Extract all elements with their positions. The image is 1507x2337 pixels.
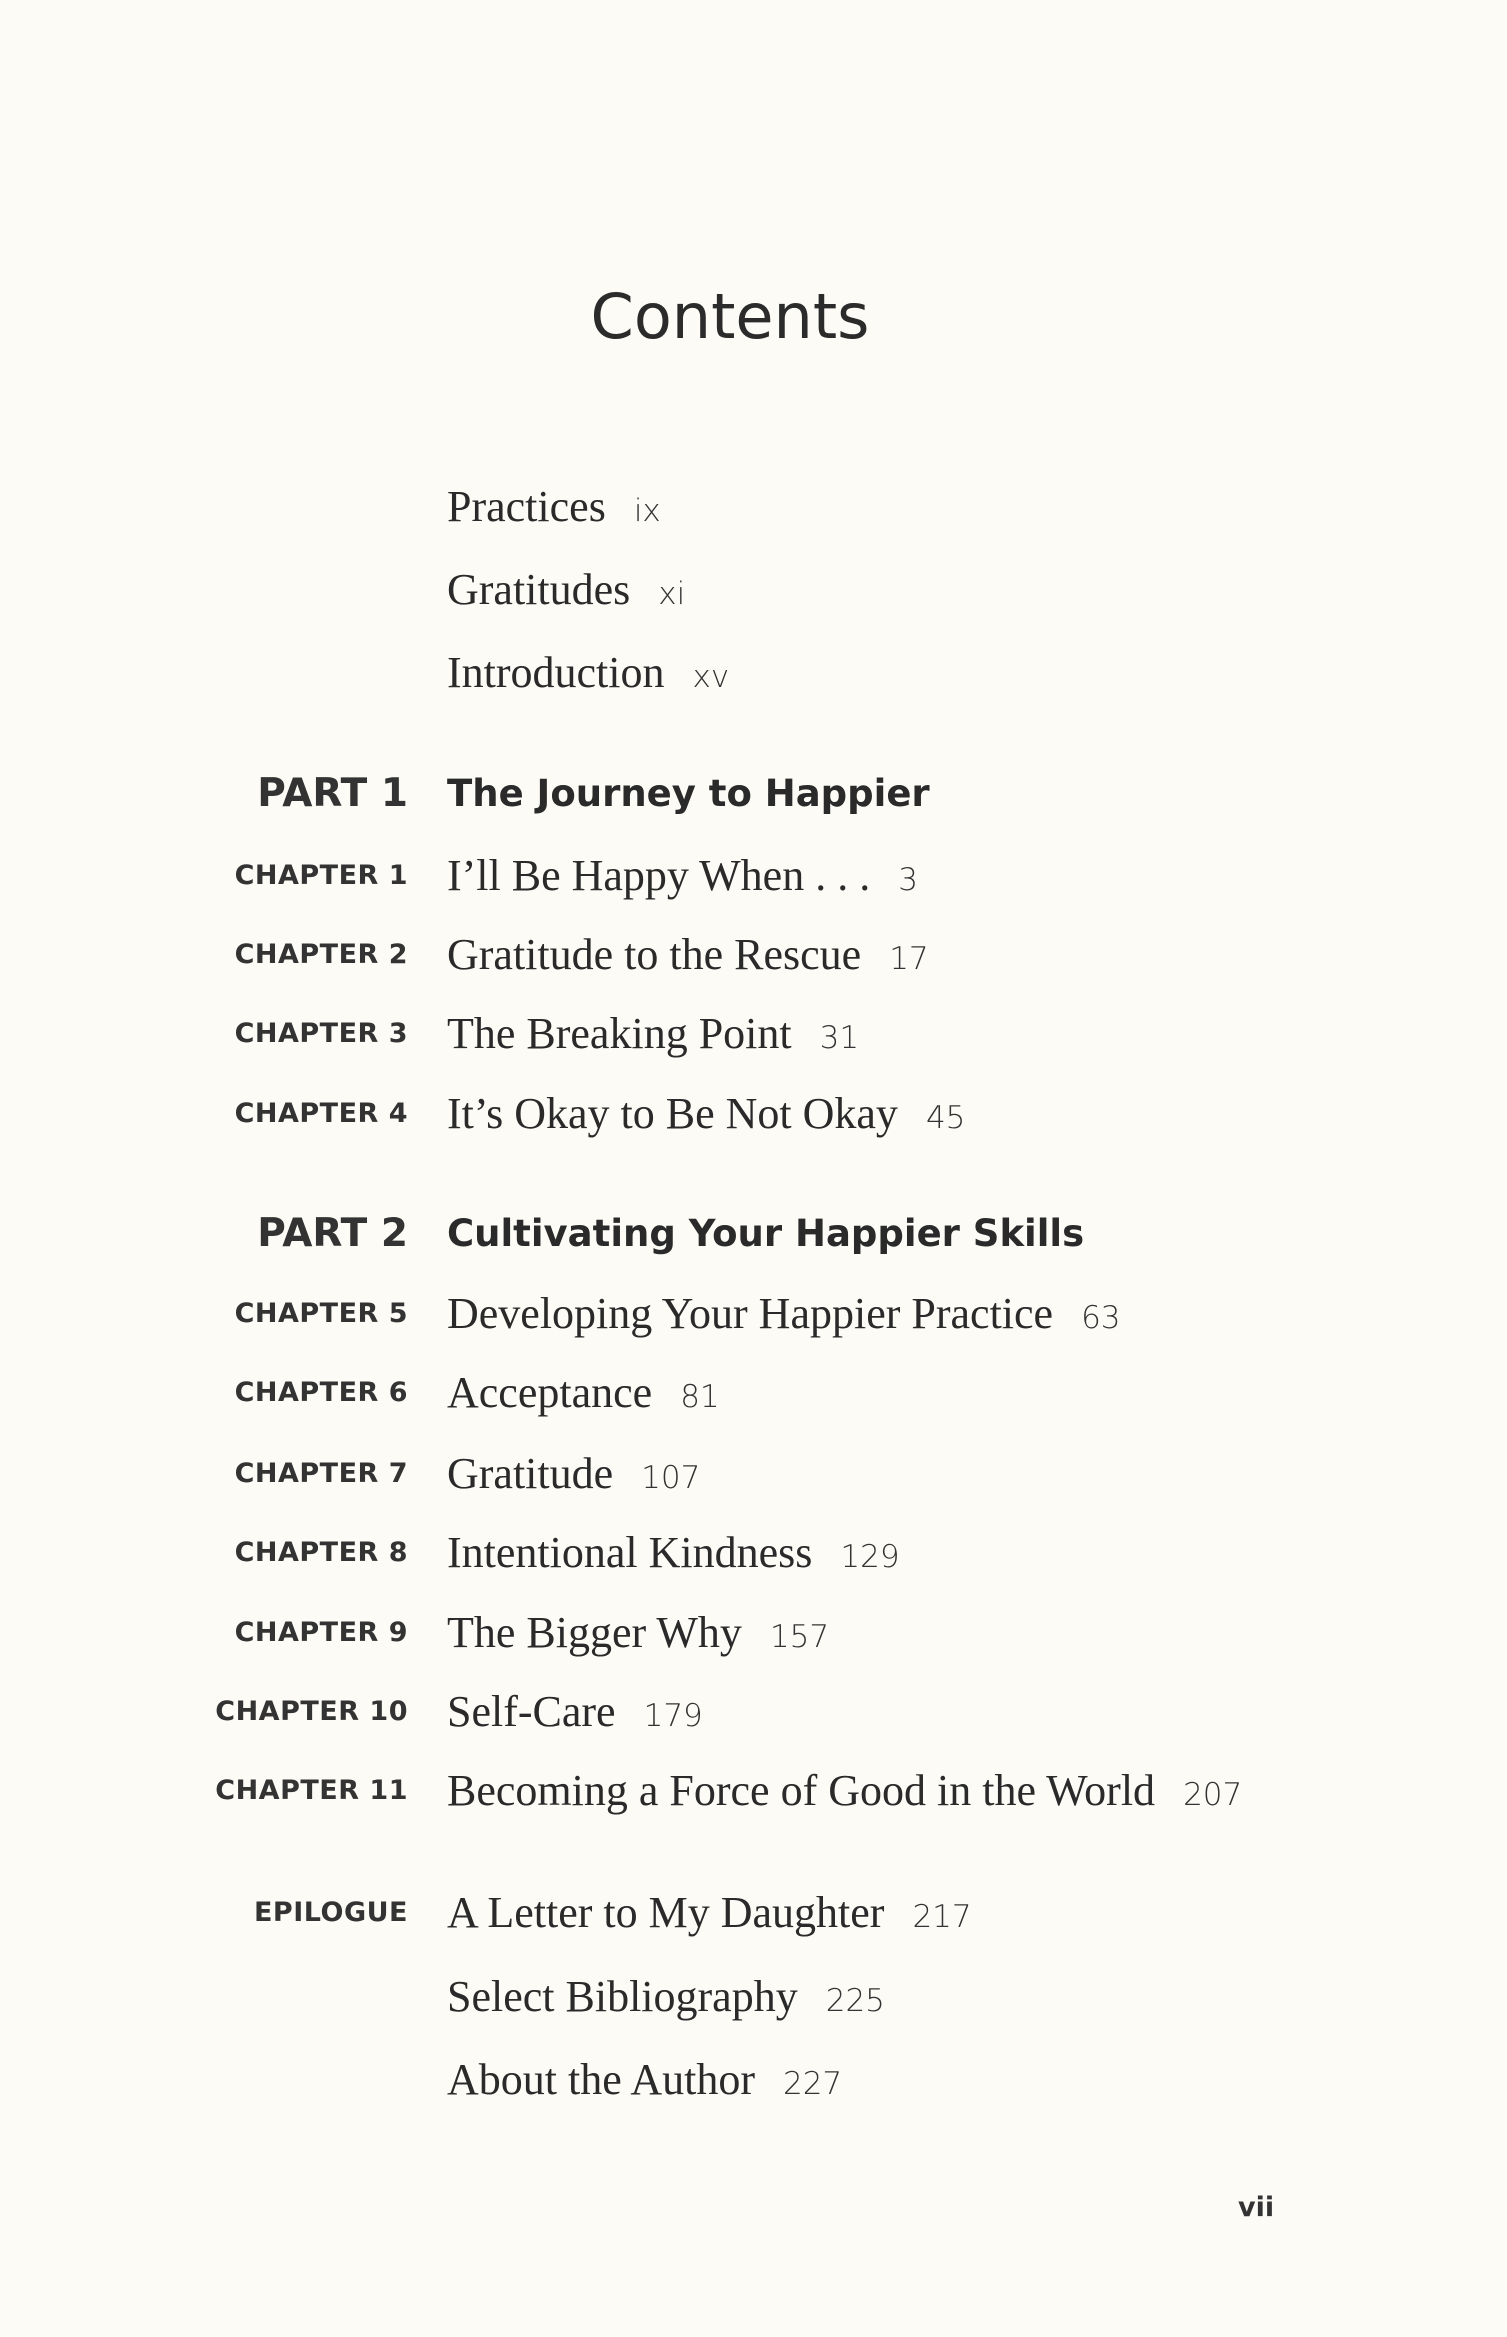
chapter-label: CHAPTER 11	[215, 1775, 408, 1806]
chapter-label: CHAPTER 5	[234, 1298, 408, 1329]
entry-page: ix	[633, 493, 661, 529]
entry-page: 63	[1081, 1300, 1121, 1336]
toc-chapter-6[interactable]	[0, 1363, 1507, 1423]
entry-page: 45	[925, 1100, 966, 1136]
entry-page: 107	[641, 1460, 701, 1496]
entry-page: 225	[825, 1983, 885, 2019]
toc-chapter-7[interactable]	[0, 1444, 1507, 1504]
toc-chapter-3[interactable]	[0, 1004, 1507, 1064]
toc-chapter-10[interactable]	[0, 1682, 1507, 1742]
entry-title: Gratitude	[447, 1449, 614, 1498]
entry-page: 207	[1183, 1777, 1243, 1813]
entry-page: xi	[658, 576, 686, 612]
part-title: Cultivating Your Happier Skills	[447, 1212, 1085, 1255]
toc-chapter-4[interactable]	[0, 1084, 1507, 1144]
part-label: PART 2	[257, 1211, 408, 1256]
entry-title: Select Bibliography	[447, 1972, 798, 2021]
entry-title: It’s Okay to Be Not Okay	[447, 1089, 898, 1138]
toc-chapter-5[interactable]	[0, 1284, 1507, 1344]
chapter-label: CHAPTER 10	[215, 1696, 408, 1727]
chapter-label: CHAPTER 3	[234, 1018, 408, 1049]
entry-title: The Breaking Point	[447, 1009, 792, 1058]
entry-page: 217	[912, 1899, 972, 1935]
toc-entry-introduction[interactable]	[0, 643, 1507, 703]
chapter-label: CHAPTER 8	[234, 1537, 408, 1568]
toc-chapter-2[interactable]	[0, 925, 1507, 985]
page-number: vii	[1238, 2192, 1275, 2223]
entry-page: 3	[898, 862, 918, 898]
epilogue-label: EPILOGUE	[253, 1897, 408, 1928]
toc-entry-gratitudes[interactable]	[0, 560, 1507, 620]
toc-chapter-9[interactable]	[0, 1603, 1507, 1663]
toc-entry-practices[interactable]	[0, 477, 1507, 537]
chapter-label: CHAPTER 4	[234, 1098, 408, 1129]
toc-about-author[interactable]	[0, 2050, 1507, 2110]
entry-title: Introduction	[447, 648, 665, 697]
entry-title: A Letter to My Daughter	[447, 1888, 885, 1937]
toc-chapter-11[interactable]	[0, 1761, 1507, 1821]
chapter-label: CHAPTER 2	[234, 939, 408, 970]
chapter-label: CHAPTER 7	[234, 1458, 408, 1489]
entry-page: 157	[769, 1619, 830, 1655]
entry-title: Practices	[447, 482, 606, 531]
entry-title: I’ll Be Happy When . . .	[447, 851, 871, 900]
entry-title: Gratitude to the Rescue	[447, 930, 862, 979]
toc-chapter-1[interactable]	[0, 846, 1507, 906]
entry-title: Acceptance	[447, 1368, 653, 1417]
chapter-label: CHAPTER 1	[234, 860, 408, 891]
toc-part-2[interactable]	[0, 1204, 1507, 1264]
page-title: Contents	[590, 280, 870, 353]
entry-page: 81	[680, 1379, 720, 1415]
chapter-label: CHAPTER 6	[234, 1377, 408, 1408]
part-label: PART 1	[257, 771, 408, 816]
toc-part-1[interactable]	[0, 764, 1507, 824]
entry-title: Developing Your Happier Practice	[447, 1289, 1054, 1338]
entry-title: Gratitudes	[447, 565, 631, 614]
entry-page: 179	[643, 1698, 703, 1734]
entry-title: The Bigger Why	[447, 1608, 742, 1657]
toc-chapter-8[interactable]	[0, 1523, 1507, 1583]
entry-title: Self-Care	[447, 1687, 616, 1736]
entry-page: xv	[692, 659, 730, 695]
toc-bibliography[interactable]	[0, 1967, 1507, 2027]
entry-title: Intentional Kindness	[447, 1528, 813, 1577]
entry-page: 129	[840, 1539, 900, 1575]
entry-title: About the Author	[447, 2055, 755, 2104]
entry-title: Becoming a Force of Good in the World	[447, 1766, 1156, 1815]
entry-page: 31	[819, 1020, 860, 1056]
part-title: The Journey to Happier	[447, 772, 930, 815]
toc-epilogue[interactable]	[0, 1883, 1507, 1943]
entry-page: 17	[889, 941, 929, 977]
chapter-label: CHAPTER 9	[234, 1617, 408, 1648]
entry-page: 227	[782, 2066, 843, 2102]
